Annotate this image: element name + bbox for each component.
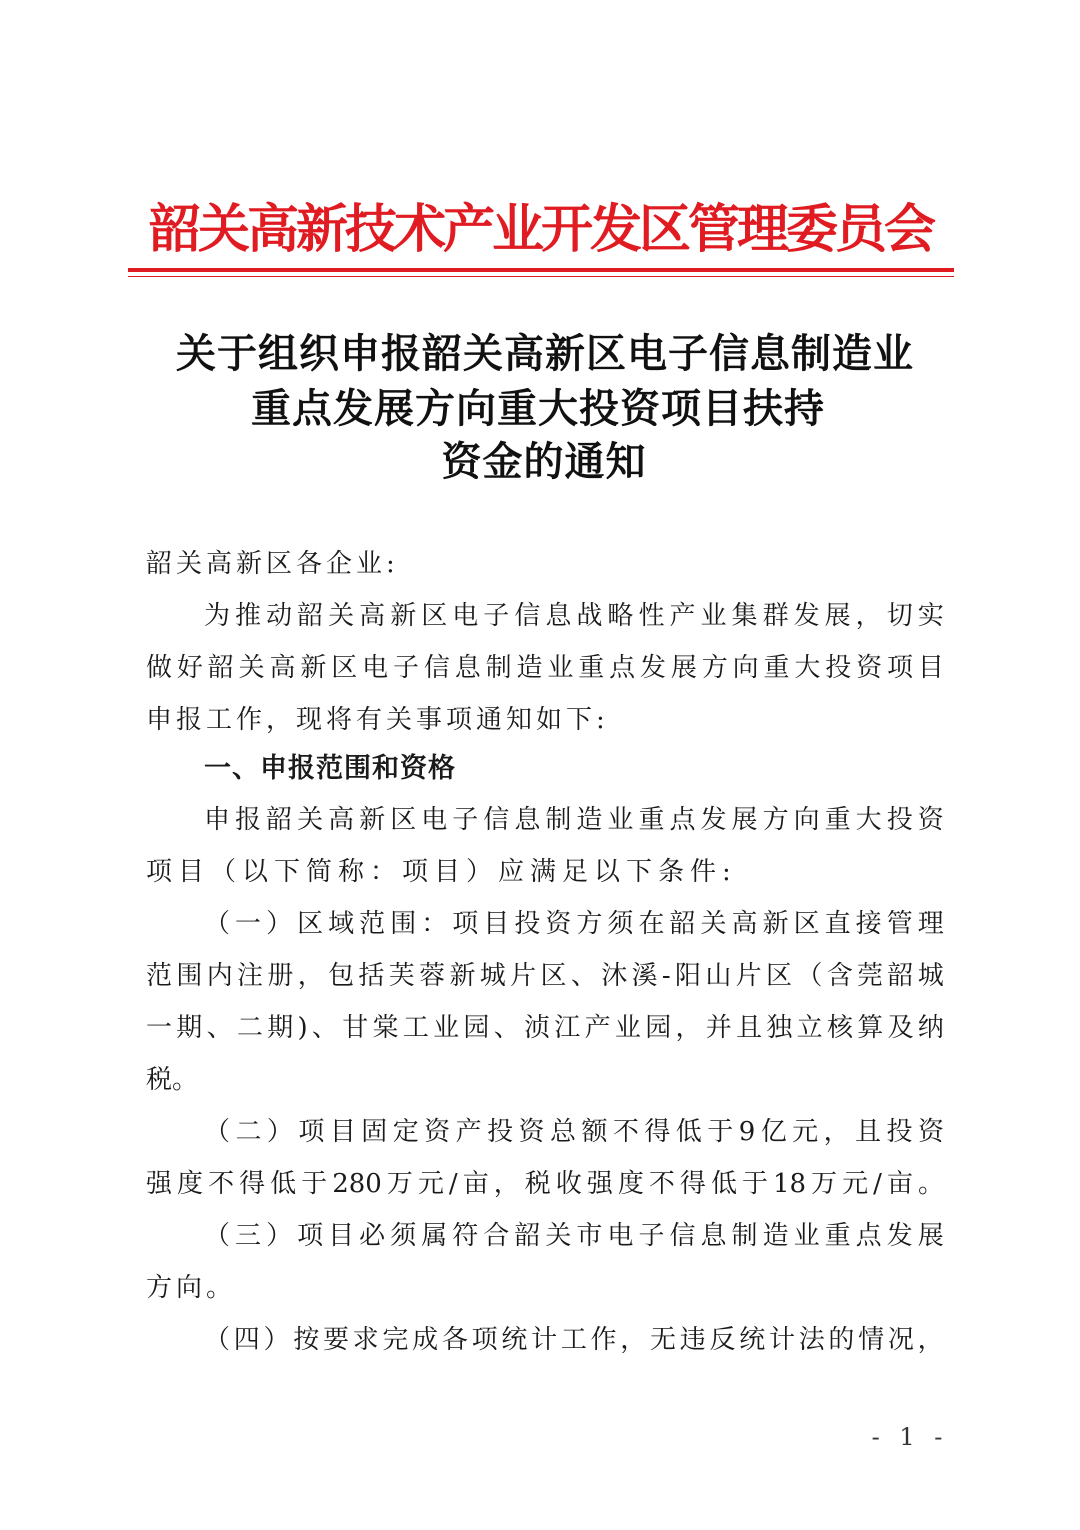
section-heading: 一、申报范围和资格 bbox=[204, 753, 456, 784]
letterhead-divider-thick bbox=[128, 268, 954, 272]
body-paragraph-line: 做 好 韶 关 高 新 区 电 子 信 息 制 造 业 重 点 发 展 方 向 重 大 投 资 项 目 bbox=[146, 653, 944, 683]
letterhead-org-name: 韶关高新技术产业开发区管理委员会 bbox=[148, 199, 933, 260]
body-paragraph-line: （ 一 ） 区 域 范 围 ： 项 目 投 资 方 须 在 韶 关 高 新 区 直 接 管 理 bbox=[204, 909, 944, 939]
body-paragraph-line: （ 二 ） 项 目 固 定 资 产 投 资 总 额 不 得 低 于 9 亿 元 ， 且 投 资 bbox=[204, 1117, 944, 1147]
body-paragraph-line: 一 期 、 二 期 ) 、 甘 棠 工 业 园 、 浈 江 产 业 园 ， 并 且 独 立 核 算 及 纳 bbox=[146, 1013, 944, 1043]
document-title-line-2: 重点发展方向重大投资项目扶持 bbox=[251, 385, 825, 432]
body-paragraph-line: 强 度 不 得 低 于 280 万 元 / 亩 ， 税 收 强 度 不 得 低 于 18 万 元 / 亩 。 bbox=[146, 1169, 944, 1199]
body-paragraph-line: 申报工作，现将有关事项通知如下: bbox=[146, 705, 609, 735]
letterhead-divider-thin bbox=[128, 276, 954, 277]
body-paragraph-line: 项目（以下简称：项目）应满足以下条件: bbox=[146, 857, 737, 887]
document-title-line-1: 关于组织申报韶关高新区电子信息制造业 bbox=[176, 330, 914, 377]
body-paragraph-line: 申 报 韶 关 高 新 区 电 子 信 息 制 造 业 重 点 发 展 方 向 重 大 投 资 bbox=[204, 805, 944, 835]
document-title-line-3: 资金的通知 bbox=[441, 438, 647, 485]
body-paragraph-line: （ 四 ） 按 要 求 完 成 各 项 统 计 工 作 ， 无 违 反 统 计 法 的 情 况 ， bbox=[204, 1325, 944, 1355]
salutation: 韶关高新区各企业: bbox=[146, 549, 399, 579]
page-number: - 1 - bbox=[871, 1423, 949, 1451]
body-paragraph-line: 范 围 内 注 册 ， 包 括 芙 蓉 新 城 片 区 、 沐 溪 - 阳 山 片 区 （ 含 莞 韶 城 bbox=[146, 961, 944, 991]
body-paragraph-line: （ 三 ） 项 目 必 须 属 符 合 韶 关 市 电 子 信 息 制 造 业 重 点 发 展 bbox=[204, 1221, 944, 1251]
body-paragraph-line: 为 推 动 韶 关 高 新 区 电 子 信 息 战 略 性 产 业 集 群 发 展 ， 切 实 bbox=[204, 601, 944, 631]
body-paragraph-line: 方向。 bbox=[146, 1273, 237, 1303]
body-paragraph-line: 税。 bbox=[146, 1065, 199, 1095]
